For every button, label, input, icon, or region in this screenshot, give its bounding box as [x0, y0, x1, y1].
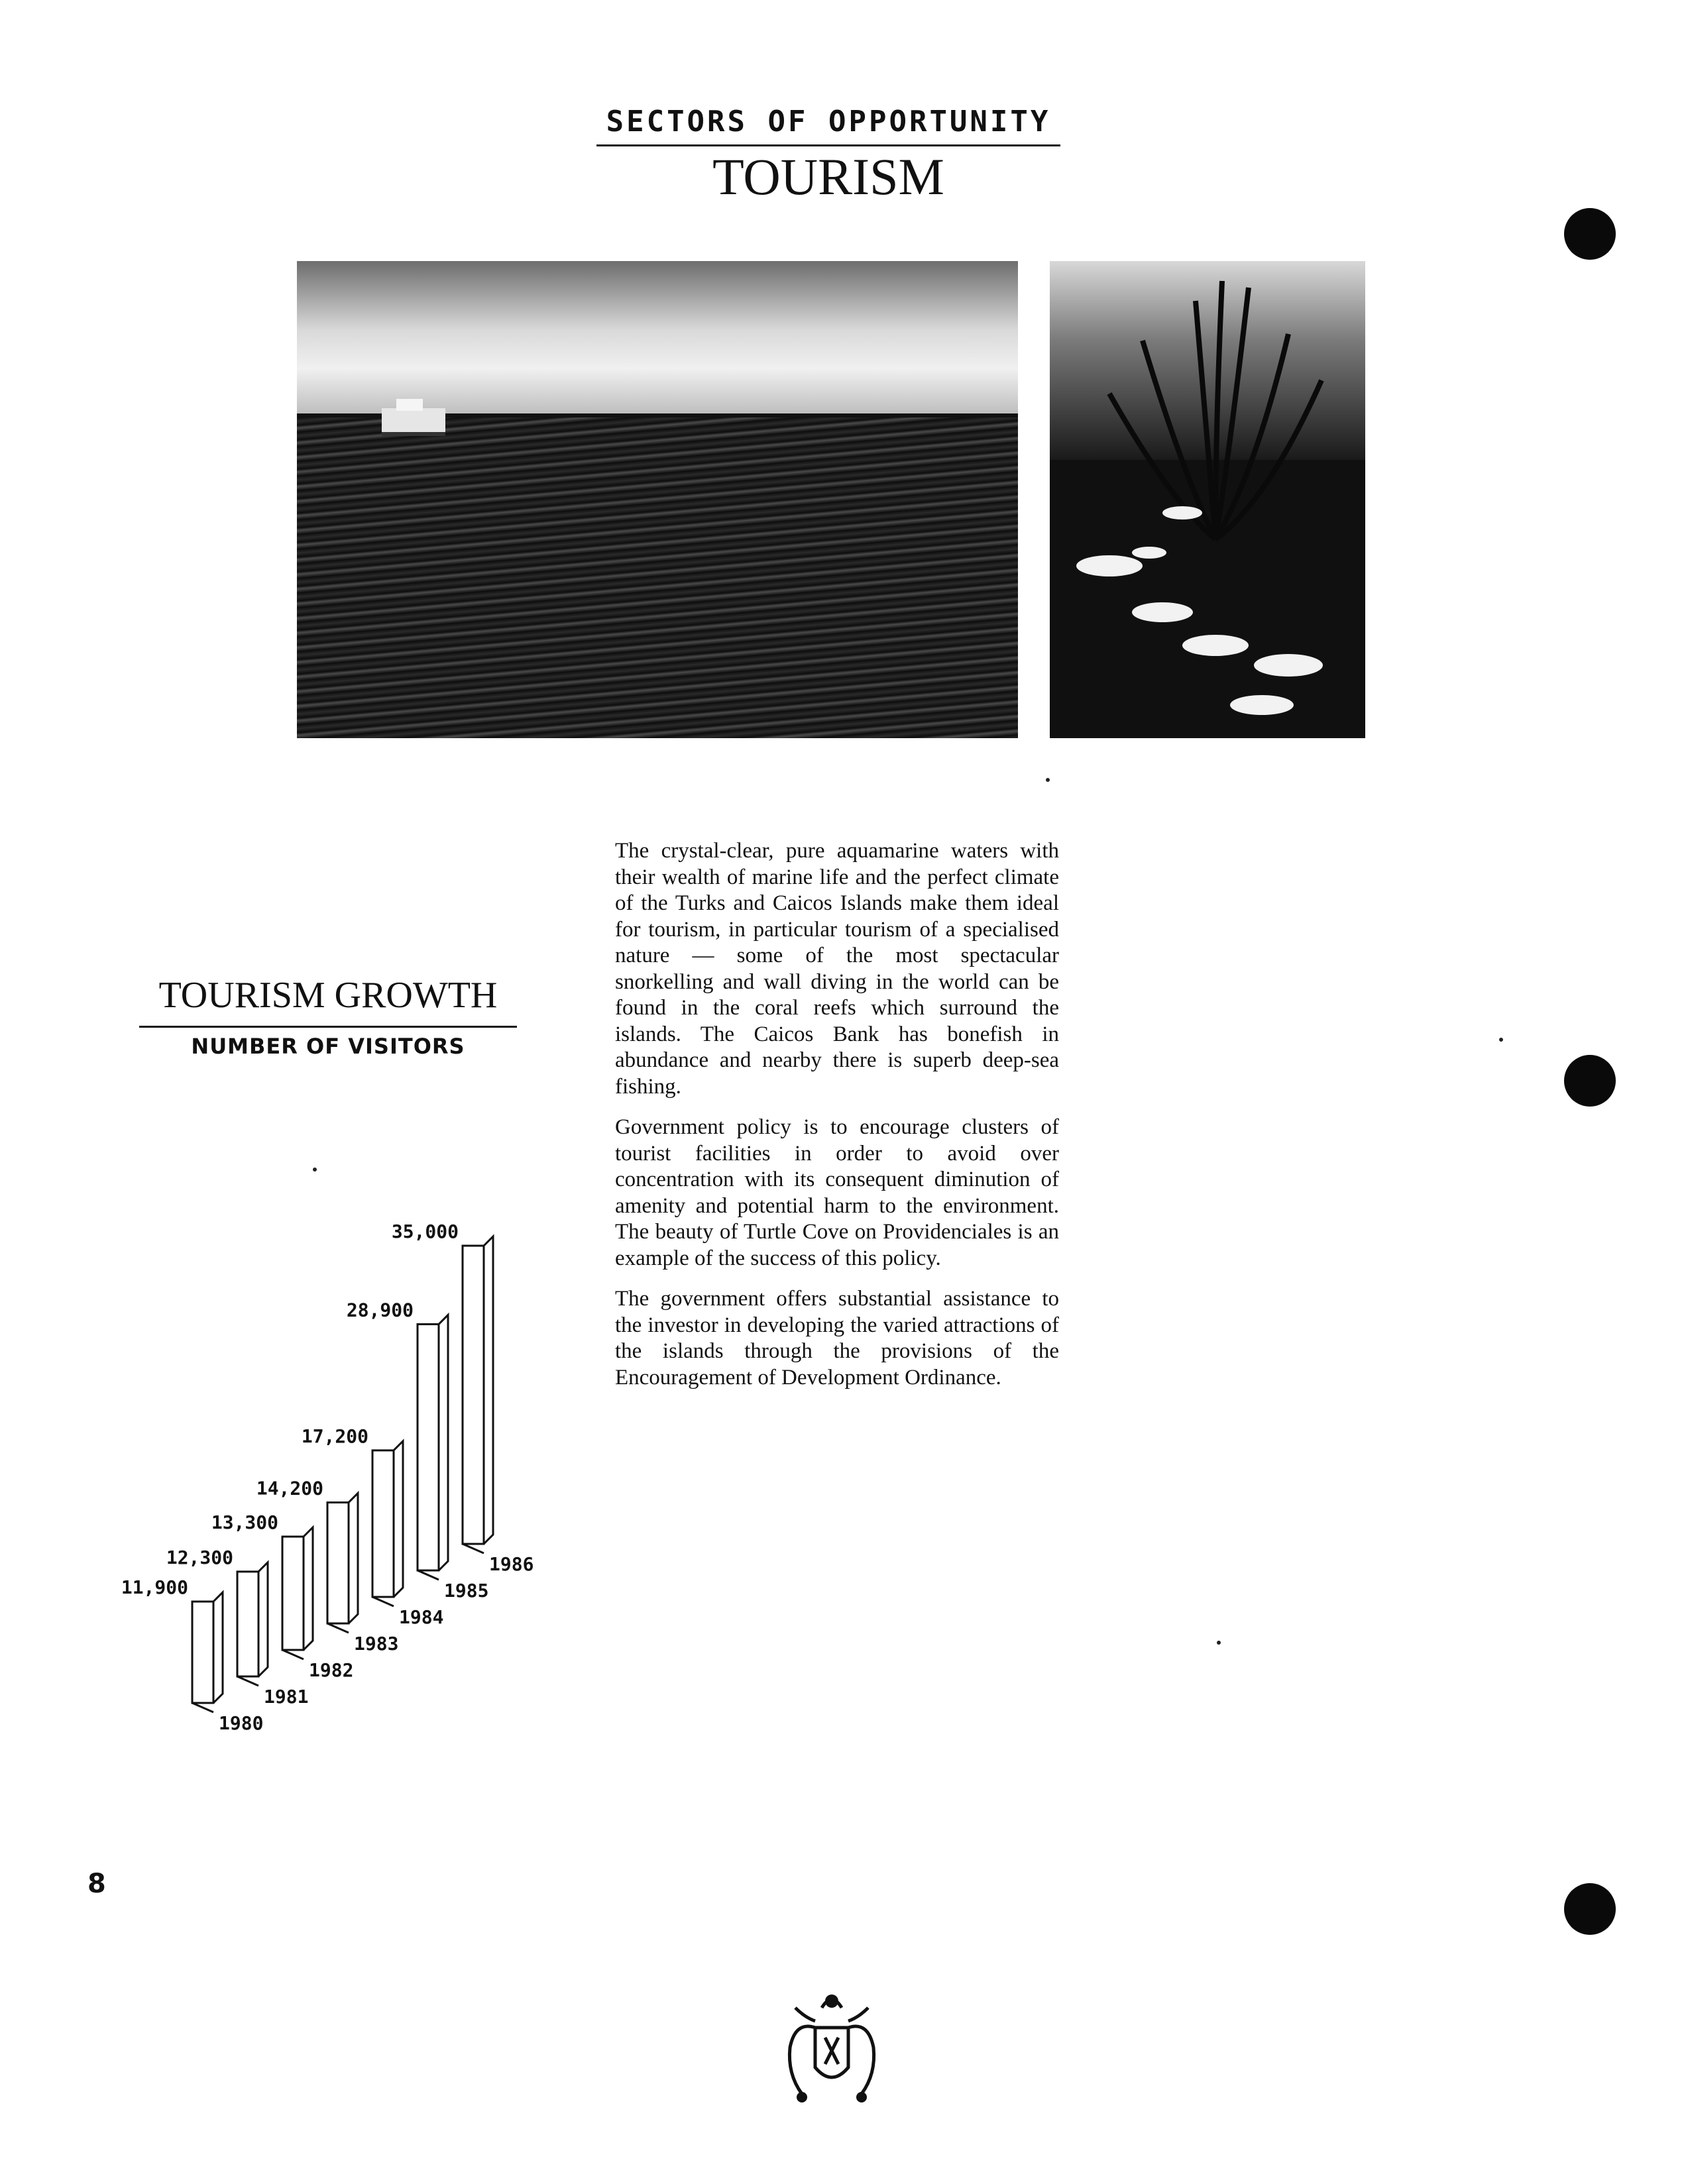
bar-edge-1986 — [484, 1236, 493, 1544]
tourism-growth-chart — [121, 1221, 577, 1736]
bar-edge-1984 — [394, 1441, 403, 1597]
year-label-1985: 1985 — [444, 1580, 489, 1602]
sea-region — [297, 417, 1018, 738]
boat-cabin — [396, 399, 423, 411]
bar-edge-1985 — [439, 1315, 448, 1570]
bar-1981 — [237, 1572, 258, 1676]
speck — [1499, 1038, 1503, 1042]
year-label-1980: 1980 — [219, 1712, 264, 1734]
bar-base-1983 — [327, 1623, 349, 1633]
body-paragraph: The crystal-clear, pure aquamarine waters with their wealth of marine life and the perfect climate of the Turks and Caicos Islands make them ideal for tourism, in particular tourism of a specialised nature — some of the most spectacular snorkelling and wall diving in the world can be found in the coral reefs which surround the islands. The Caicos Bank has bonefish in abundance and nearby there is superb deep-sea fishing. — [615, 839, 1059, 1099]
binder-hole-middle — [1564, 1055, 1616, 1107]
coat-of-arms-emblem — [775, 1981, 888, 2107]
binder-hole-bottom — [1564, 1883, 1616, 1935]
bar-base-1980 — [192, 1703, 213, 1712]
page-title: TOURISM — [712, 148, 944, 205]
bar-1984 — [372, 1450, 394, 1597]
value-label-1983: 14,200 — [256, 1477, 323, 1500]
bar-edge-1981 — [258, 1562, 268, 1676]
bar-base-1986 — [463, 1544, 484, 1553]
chart-subtitle: NUMBER OF VISITORS — [191, 1034, 465, 1059]
value-label-1986: 35,000 — [391, 1221, 459, 1242]
year-label-1982: 1982 — [309, 1659, 354, 1681]
bar-1985 — [418, 1324, 439, 1570]
year-label-1983: 1983 — [354, 1633, 399, 1655]
chart-title: TOURISM GROWTH — [158, 975, 498, 1016]
body-paragraph: The government offers substantial assistance to the investor in developing the varied attractions of the islands through the provisions of the Encouragement of Development Ordinance. — [615, 1287, 1059, 1390]
sky-region — [297, 261, 1018, 415]
bar-1982 — [282, 1537, 304, 1650]
value-label-1984: 17,200 — [301, 1425, 368, 1447]
body-paragraph: Government policy is to encourage clusters of tourist facilities in order to avoid over concentration with its consequent diminution of amenity and potential harm to the environment. The beauty of Turtle Cove on Providenciales is an example of the success of this policy. — [615, 1115, 1059, 1270]
value-label-1982: 13,300 — [211, 1511, 278, 1533]
section-label: SECTORS OF OPPORTUNITY — [606, 105, 1051, 138]
speck — [313, 1168, 317, 1172]
bar-base-1982 — [282, 1650, 304, 1659]
value-label-1981: 12,300 — [166, 1546, 233, 1568]
coral-and-fish-photo — [1050, 261, 1365, 738]
chart-title-divider — [139, 1026, 517, 1028]
header-divider — [596, 144, 1060, 146]
year-label-1986: 1986 — [489, 1553, 534, 1575]
coral-fish-drawing — [1050, 261, 1365, 738]
value-label-1985: 28,900 — [346, 1299, 414, 1321]
bar-edge-1982 — [304, 1527, 313, 1650]
binder-hole-top — [1564, 208, 1616, 260]
page-number: 8 — [87, 1869, 106, 1899]
boat-on-sea-photo — [297, 261, 1018, 738]
body-text — [615, 838, 1059, 1405]
year-label-1981: 1981 — [264, 1686, 309, 1708]
speck — [1046, 778, 1050, 782]
value-label-1980: 11,900 — [121, 1576, 188, 1598]
bar-base-1981 — [237, 1676, 258, 1686]
bar-1983 — [327, 1502, 349, 1623]
bar-base-1985 — [418, 1570, 439, 1580]
bar-edge-1980 — [213, 1592, 223, 1703]
speck — [1217, 1641, 1221, 1645]
year-label-1984: 1984 — [399, 1606, 444, 1628]
bar-1986 — [463, 1246, 484, 1544]
bar-edge-1983 — [349, 1493, 358, 1623]
bar-1980 — [192, 1602, 213, 1703]
bar-base-1984 — [372, 1597, 394, 1606]
boat-shape — [382, 408, 445, 436]
